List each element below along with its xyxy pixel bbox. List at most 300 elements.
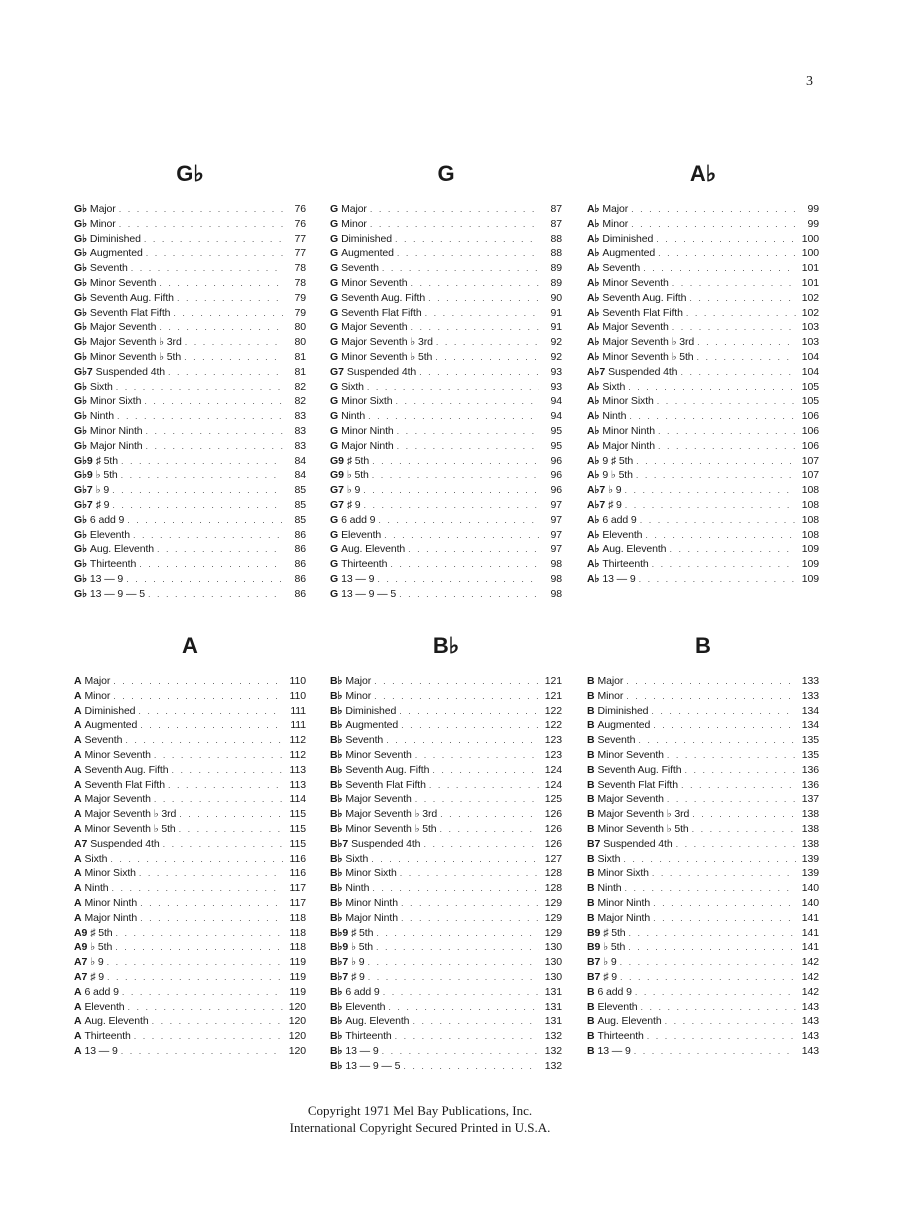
- chord-index-list: [330, 674, 562, 1074]
- page-ref: 108: [801, 513, 819, 526]
- page-ref: 83: [294, 439, 306, 452]
- copyright-line: Copyright 1971 Mel Bay Publications, Inc.: [307, 1103, 533, 1118]
- chord-root: G9: [330, 454, 344, 467]
- chord-name: Seventh: [345, 734, 384, 747]
- dot-leader: [113, 689, 283, 704]
- chord-name: Thirteenth: [341, 558, 388, 571]
- chord-name: Ninth: [597, 882, 622, 895]
- chord-name: Diminished: [89, 232, 141, 245]
- page-ref: 97: [550, 498, 562, 511]
- chord-root: A♭: [587, 291, 600, 304]
- page-ref: 120: [288, 1044, 306, 1057]
- index-entry: [587, 733, 819, 748]
- page-ref: 98: [550, 572, 562, 585]
- page-ref: 123: [544, 748, 562, 761]
- chord-name: Suspended 4th: [95, 365, 166, 378]
- page-ref: 141: [801, 941, 819, 954]
- chord-root: G♭: [74, 513, 87, 526]
- chord-root: A♭: [587, 350, 600, 363]
- index-entry: [74, 763, 306, 778]
- dot-leader: [121, 1044, 283, 1059]
- chord-root: B♭: [330, 793, 343, 806]
- index-entry: [74, 350, 306, 365]
- page-ref: 78: [294, 262, 306, 275]
- page-ref: 100: [801, 247, 819, 260]
- page-ref: 87: [550, 217, 562, 230]
- index-entry: [74, 335, 306, 350]
- dot-leader: [112, 881, 284, 896]
- index-entry: [74, 232, 306, 247]
- chord-root: A♭: [587, 513, 600, 526]
- page-ref: 120: [288, 1015, 306, 1028]
- index-entry: [587, 276, 819, 291]
- chord-name: Ninth: [89, 410, 114, 423]
- page-ref: 89: [550, 276, 562, 289]
- chord-root: B: [587, 793, 595, 806]
- chord-name: 13 — 9: [597, 1044, 631, 1057]
- chord-root: G♭7: [74, 484, 93, 497]
- chord-root: G♭7: [74, 498, 93, 511]
- chord-name: Minor Sixth: [341, 395, 393, 408]
- chord-name: Sixth: [89, 380, 113, 393]
- index-entry: [74, 498, 306, 513]
- chord-name: 6 add 9: [345, 985, 380, 998]
- index-entry: [74, 881, 306, 896]
- chord-name: Minor Ninth: [597, 896, 651, 909]
- chord-root: B: [587, 763, 595, 776]
- chord-root: B: [587, 852, 595, 865]
- page-ref: 81: [294, 365, 306, 378]
- chord-name: Seventh Aug. Fifth: [597, 763, 682, 776]
- dot-leader: [625, 498, 796, 513]
- chord-root: A♭7: [587, 484, 606, 497]
- index-entry: [330, 778, 562, 793]
- chord-root: B♭: [330, 882, 343, 895]
- dot-leader: [634, 1044, 796, 1059]
- section-title: B♭: [432, 633, 460, 658]
- dot-leader: [628, 380, 796, 395]
- page-ref: 79: [294, 291, 306, 304]
- index-entry: [330, 439, 562, 454]
- chord-name: Seventh Aug. Fifth: [84, 763, 169, 776]
- index-entry: [587, 468, 819, 483]
- page-ref: 86: [294, 558, 306, 571]
- chord-name: Suspended 4th: [608, 365, 678, 378]
- page-ref: 140: [801, 896, 819, 909]
- dot-leader: [168, 778, 283, 793]
- page-ref: 105: [801, 395, 819, 408]
- index-entry: [330, 350, 562, 365]
- index-entry: [330, 276, 562, 291]
- index-entry: [587, 572, 819, 587]
- dot-leader: [140, 911, 283, 926]
- page-ref: 94: [550, 395, 562, 408]
- index-entry: [330, 498, 562, 513]
- index-entry: [330, 232, 562, 247]
- chord-root: B: [587, 882, 595, 895]
- dot-leader: [639, 572, 796, 587]
- index-entry: [587, 792, 819, 807]
- chord-root: A♭: [587, 276, 600, 289]
- chord-name: Sixth: [597, 852, 621, 865]
- index-entry: [74, 365, 306, 380]
- chord-root: B♭: [330, 1000, 343, 1013]
- page-ref: 138: [801, 808, 819, 821]
- chord-root: B: [587, 985, 595, 998]
- chord-name: Major: [89, 203, 116, 215]
- chord-root: G: [330, 410, 339, 423]
- chord-root: B9: [587, 926, 601, 939]
- chord-name: Major: [84, 675, 111, 687]
- chord-name: ♭ 5th: [346, 469, 369, 482]
- dot-leader: [440, 822, 539, 837]
- chord-name: Seventh: [341, 262, 379, 275]
- page-ref: 136: [801, 778, 819, 791]
- dot-leader: [179, 807, 283, 822]
- index-entry: [330, 306, 562, 321]
- index-entry: [587, 498, 819, 513]
- page-ref: 77: [294, 247, 306, 260]
- index-entry: [330, 468, 562, 483]
- chord-root: A: [74, 778, 82, 791]
- index-entry: [74, 439, 306, 454]
- chord-name: Minor Ninth: [89, 424, 143, 437]
- chord-name: Major Ninth: [84, 911, 138, 924]
- chord-name: Major Seventh ♭ 3rd: [345, 808, 438, 821]
- chord-root: A♭: [587, 410, 600, 423]
- index-entry: [587, 291, 819, 306]
- index-entry: [587, 778, 819, 793]
- index-entry: [587, 881, 819, 896]
- chord-root: G: [330, 350, 339, 363]
- index-entry: [587, 1029, 819, 1044]
- chord-root: A: [74, 882, 82, 895]
- dot-leader: [107, 970, 283, 985]
- chord-root: A♭: [587, 439, 600, 452]
- page-ref: 135: [801, 748, 819, 761]
- section-title: B: [695, 633, 711, 658]
- chord-name: ♯ 9: [603, 970, 617, 983]
- dot-leader: [669, 542, 796, 557]
- index-entry: [587, 365, 819, 380]
- chord-name: Minor Seventh ♭ 5th: [89, 350, 182, 363]
- dot-leader: [656, 232, 796, 247]
- page-ref: 134: [801, 704, 819, 717]
- page-ref: 99: [807, 203, 819, 215]
- chord-name: Aug. Eleventh: [89, 543, 155, 556]
- dot-leader: [435, 350, 539, 365]
- chord-name: ♭ 9: [90, 956, 104, 969]
- index-entry: [74, 940, 306, 955]
- index-entry: [74, 674, 306, 689]
- index-entry: [587, 202, 819, 217]
- page-ref: 85: [294, 513, 306, 526]
- index-entry: [74, 1029, 306, 1044]
- index-entry: [74, 261, 306, 276]
- chord-name: Sixth: [84, 852, 108, 865]
- chord-root: G: [330, 572, 339, 585]
- index-entry: [587, 718, 819, 733]
- page-ref: 102: [801, 306, 819, 319]
- chord-root: G: [330, 587, 339, 600]
- index-entry: [74, 394, 306, 409]
- index-entry: [587, 261, 819, 276]
- dot-leader: [640, 513, 796, 528]
- index-entry: [587, 911, 819, 926]
- chord-root: A: [74, 822, 82, 835]
- chord-root: A: [74, 734, 82, 747]
- chord-root: A9: [74, 941, 88, 954]
- dot-leader: [112, 483, 283, 498]
- page-ref: 91: [550, 321, 562, 334]
- chord-root: B♭: [330, 1059, 343, 1072]
- dot-leader: [372, 881, 539, 896]
- chord-name: ♭ 9: [603, 956, 617, 969]
- dot-leader: [643, 261, 796, 276]
- page-ref: 106: [801, 424, 819, 437]
- page-ref: 88: [550, 232, 562, 245]
- dot-leader: [410, 276, 539, 291]
- chord-root: A♭: [587, 380, 600, 393]
- page-ref: 109: [801, 572, 819, 585]
- dot-leader: [121, 468, 283, 483]
- chord-name: Major Ninth: [345, 911, 398, 924]
- page-ref: 139: [801, 852, 819, 865]
- section-b: [587, 632, 819, 1059]
- index-entry: [74, 542, 306, 557]
- chord-name: Minor Sixth: [84, 867, 136, 880]
- chord-root: G7: [330, 365, 344, 378]
- chord-name: ♯ 5th: [346, 454, 370, 467]
- chord-root: A: [74, 911, 82, 924]
- chord-root: A7: [74, 956, 88, 969]
- chord-name: Minor: [341, 217, 367, 230]
- dot-leader: [159, 276, 283, 291]
- chord-root: B♭: [330, 822, 343, 835]
- chord-name: 13 — 9: [341, 572, 375, 585]
- chord-name: Sixth: [345, 852, 369, 865]
- dot-leader: [645, 528, 796, 543]
- chord-root: G: [330, 558, 339, 571]
- index-entry: [587, 557, 819, 572]
- chord-name: Augmented: [84, 719, 138, 732]
- chord-name: Seventh Flat Fifth: [345, 778, 426, 791]
- dot-leader: [672, 276, 796, 291]
- chord-name: Augmented: [89, 247, 143, 260]
- page-ref: 118: [289, 926, 306, 939]
- index-entry: [330, 837, 562, 852]
- chord-name: Aug. Eleventh: [84, 1015, 149, 1028]
- chord-name: 9 ♭ 5th: [602, 469, 633, 482]
- page-ref: 110: [289, 675, 306, 687]
- page-ref: 89: [550, 262, 562, 275]
- page-ref: 142: [801, 985, 819, 998]
- page-ref: 115: [289, 837, 306, 850]
- chord-name: Major Seventh: [345, 793, 412, 806]
- dot-leader: [163, 837, 283, 852]
- page-ref: 133: [801, 675, 819, 687]
- chord-name: ♯ 5th: [90, 926, 113, 939]
- chord-name: Ninth: [84, 882, 109, 895]
- page-ref: 100: [801, 232, 819, 245]
- page-ref: 80: [294, 336, 306, 349]
- chord-name: 13 — 9 — 5: [89, 587, 145, 600]
- index-entry: [587, 424, 819, 439]
- index-entry: [74, 246, 306, 261]
- chord-name: Seventh: [84, 734, 123, 747]
- chord-root: B: [587, 734, 595, 747]
- chord-root: A♭: [587, 543, 600, 556]
- dot-leader: [653, 718, 796, 733]
- index-entry: [587, 955, 819, 970]
- page-ref: 107: [801, 454, 819, 467]
- chord-root: B♭9: [330, 926, 349, 939]
- page-ref: 96: [550, 454, 562, 467]
- dot-leader: [623, 852, 796, 867]
- index-entry: [330, 748, 562, 763]
- dot-leader: [179, 822, 283, 837]
- dot-leader: [652, 866, 796, 881]
- dot-leader: [159, 320, 283, 335]
- index-entry: [587, 1044, 819, 1059]
- chord-root: G: [330, 203, 339, 215]
- dot-leader: [370, 217, 539, 232]
- page-ref: 113: [289, 763, 306, 776]
- chord-name: Thirteenth: [89, 558, 137, 571]
- page-ref: 138: [801, 837, 819, 850]
- index-entry: [330, 202, 562, 217]
- dot-leader: [370, 202, 539, 217]
- chord-root: G7: [330, 498, 344, 511]
- chord-name: Minor Seventh ♭ 5th: [345, 822, 437, 835]
- index-entry: [74, 985, 306, 1000]
- chord-name: 6 add 9: [597, 985, 632, 998]
- index-entry: [587, 483, 819, 498]
- chord-name: Minor Seventh ♭ 5th: [84, 822, 176, 835]
- chord-name: Diminished: [602, 232, 654, 245]
- index-entry: [330, 217, 562, 232]
- chord-name: Minor Seventh: [597, 748, 664, 761]
- index-entry: [330, 261, 562, 276]
- index-entry: [330, 807, 562, 822]
- index-entry: [587, 409, 819, 424]
- chord-root: B♭: [330, 689, 343, 702]
- dot-leader: [115, 940, 283, 955]
- dot-leader: [386, 733, 539, 748]
- dot-leader: [138, 704, 283, 719]
- page-ref: 98: [550, 587, 562, 600]
- chord-name: Eleventh: [84, 1000, 125, 1013]
- dot-leader: [647, 1029, 796, 1044]
- index-entry: [330, 557, 562, 572]
- chord-name: ♭ 9: [346, 484, 361, 497]
- index-entry: [74, 718, 306, 733]
- page-ref: 115: [289, 822, 306, 835]
- dot-leader: [436, 335, 539, 350]
- dot-leader: [168, 365, 283, 380]
- index-entry: [330, 896, 562, 911]
- page-ref: 93: [550, 380, 562, 393]
- index-entry: [330, 1014, 562, 1029]
- dot-leader: [146, 439, 283, 454]
- page-ref: 109: [801, 558, 819, 571]
- dot-leader: [415, 792, 539, 807]
- chord-root: G♭: [74, 424, 87, 437]
- index-entry: [587, 1014, 819, 1029]
- chord-name: 6 add 9: [84, 985, 119, 998]
- page-ref: 96: [550, 469, 562, 482]
- dot-leader: [177, 291, 283, 306]
- index-entry: [587, 246, 819, 261]
- chord-root: A♭: [587, 203, 600, 215]
- index-entry: [74, 970, 306, 985]
- dot-leader: [113, 674, 283, 689]
- section-title: G: [437, 161, 455, 186]
- dot-leader: [140, 896, 283, 911]
- index-entry: [330, 911, 562, 926]
- page-ref: 139: [801, 867, 819, 880]
- chord-root: A♭: [587, 336, 600, 349]
- page-ref: 94: [550, 410, 562, 423]
- chord-root: G♭: [74, 380, 87, 393]
- dot-leader: [390, 557, 539, 572]
- page-ref: 88: [550, 247, 562, 260]
- chord-root: G♭: [74, 410, 87, 423]
- page-ref: 109: [801, 543, 819, 556]
- page-ref: 121: [544, 675, 562, 687]
- chord-name: 13 — 9: [89, 572, 124, 585]
- chord-root: A: [74, 763, 82, 776]
- page-ref: 81: [294, 350, 306, 363]
- dot-leader: [626, 689, 796, 704]
- chord-root: G♭: [74, 558, 87, 571]
- dot-leader: [382, 1044, 539, 1059]
- chord-name: Minor: [597, 689, 624, 702]
- page-ref: 132: [544, 1059, 562, 1072]
- page-ref: 92: [550, 336, 562, 349]
- dot-leader: [364, 498, 539, 513]
- chord-root: B: [587, 1000, 595, 1013]
- chord-root: G♭: [74, 321, 87, 334]
- index-entry: [74, 733, 306, 748]
- dot-leader: [376, 940, 539, 955]
- page-ref: 134: [801, 719, 819, 732]
- chord-root: B♭: [330, 911, 343, 924]
- index-entry: [330, 733, 562, 748]
- index-entry: [74, 454, 306, 469]
- chord-root: A♭7: [587, 498, 606, 511]
- dot-leader: [419, 365, 539, 380]
- chord-root: B: [587, 808, 595, 821]
- chord-root: G: [330, 380, 339, 393]
- chord-name: 13 — 9: [84, 1044, 118, 1057]
- page-ref: 79: [294, 306, 306, 319]
- chord-name: ♯ 5th: [603, 926, 626, 939]
- dot-leader: [665, 1014, 796, 1029]
- dot-leader: [697, 350, 796, 365]
- page-ref: 126: [544, 837, 562, 850]
- index-entry: [587, 940, 819, 955]
- page-ref: 108: [801, 528, 819, 541]
- dot-leader: [628, 940, 796, 955]
- dot-leader: [131, 261, 283, 276]
- page-ref: 117: [289, 896, 306, 909]
- chord-name: 9 ♯ 5th: [602, 454, 634, 467]
- dot-leader: [121, 454, 283, 469]
- page-ref: 84: [294, 469, 306, 482]
- page-ref: 91: [550, 306, 562, 319]
- dot-leader: [692, 807, 796, 822]
